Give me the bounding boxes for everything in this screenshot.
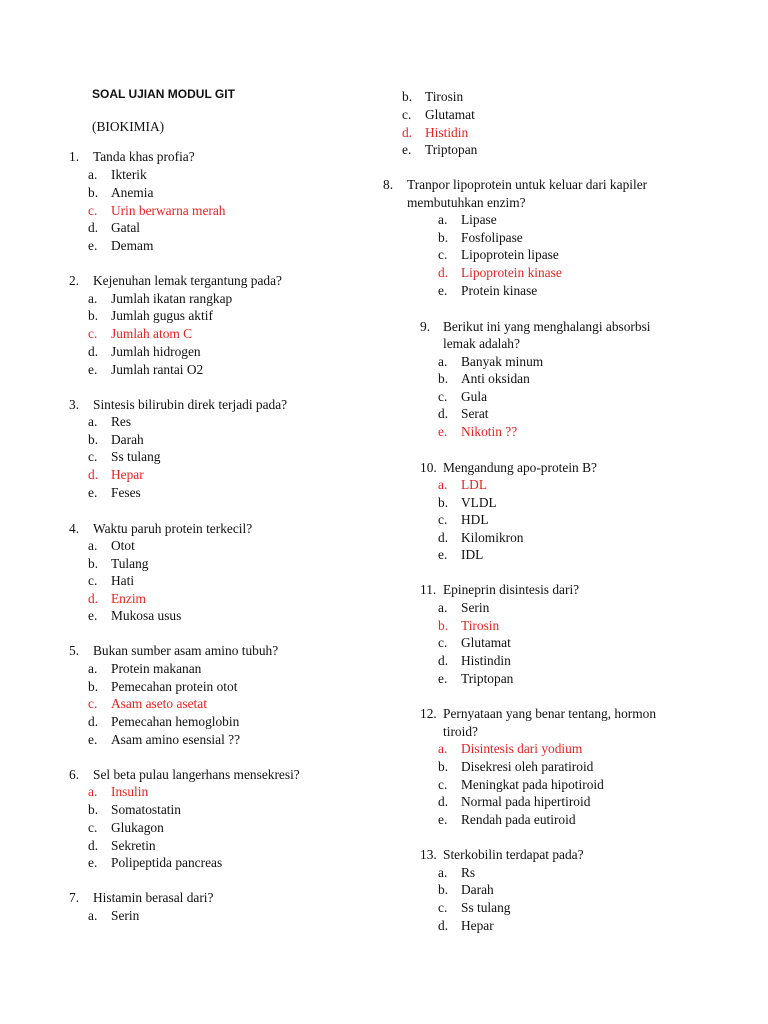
question-text: Bukan sumber asam amino tubuh? (93, 643, 279, 658)
question-text-continued: lemak adalah? (443, 336, 520, 351)
option-letter: b. (88, 556, 99, 571)
question-text-continued: membutuhkan enzim? (407, 195, 526, 210)
option-letter: b. (438, 882, 449, 897)
option-letter: b. (88, 802, 99, 817)
option-text: Disekresi oleh paratiroid (461, 759, 594, 774)
option-text: Protein kinase (461, 283, 538, 298)
document-subtitle: (BIOKIMIA) (92, 119, 165, 134)
option-letter: b. (438, 618, 449, 633)
question-text: Mengandung apo-protein B? (443, 460, 597, 475)
question-text-continued: tiroid? (443, 724, 478, 739)
option-text: Tirosin (461, 618, 500, 633)
option-letter: e. (88, 608, 98, 623)
option-letter: a. (88, 784, 98, 799)
option-text: VLDL (461, 495, 497, 510)
question-text: Histamin berasal dari? (93, 890, 214, 905)
question-text: Berikut ini yang menghalangi absorbsi (443, 319, 651, 334)
option-letter: d. (88, 591, 99, 606)
question-number: 4. (69, 521, 80, 536)
option-letter: c. (88, 203, 98, 218)
option-letter: b. (438, 230, 449, 245)
option-text: Otot (111, 538, 135, 553)
option-text: Urin berwarna merah (111, 203, 226, 218)
option-text: Histidin (425, 125, 469, 140)
option-letter: d. (438, 530, 449, 545)
option-letter: c. (438, 635, 448, 650)
option-text: Jumlah atom C (111, 326, 193, 341)
option-text: Polipeptida pancreas (111, 855, 223, 870)
option-letter: b. (438, 759, 449, 774)
option-text: Tulang (111, 556, 149, 571)
option-letter: e. (438, 547, 448, 562)
option-letter: a. (88, 291, 98, 306)
option-letter: e. (88, 855, 98, 870)
option-text: Darah (461, 882, 494, 897)
option-text: Rs (461, 865, 476, 880)
question-number: 9. (420, 319, 431, 334)
option-letter: a. (438, 741, 448, 756)
option-letter: e. (438, 812, 448, 827)
option-letter: d. (438, 406, 449, 421)
question-text: Waktu paruh protein terkecil? (93, 521, 253, 536)
question-text: Sterkobilin terdapat pada? (443, 847, 584, 862)
option-letter: a. (88, 908, 98, 923)
option-text: Res (111, 414, 132, 429)
question-number: 11. (420, 582, 437, 597)
option-letter: e. (88, 362, 98, 377)
option-letter: b. (438, 371, 449, 386)
question-text: Tanda khas profia? (93, 149, 195, 164)
option-letter: d. (88, 838, 99, 853)
question-text: Tranpor lipoprotein untuk keluar dari kapiler (407, 177, 648, 192)
option-text: Anti oksidan (461, 371, 530, 386)
option-text: Lipoprotein lipase (461, 247, 559, 262)
option-text: Rendah pada eutiroid (461, 812, 576, 827)
option-text: Feses (111, 485, 141, 500)
option-letter: c. (438, 389, 448, 404)
option-text: Nikotin ?? (461, 424, 518, 439)
option-letter: a. (88, 414, 98, 429)
option-letter: c. (402, 107, 412, 122)
question-number: 5. (69, 643, 80, 658)
option-text: Lipase (461, 212, 497, 227)
option-text: Serin (111, 908, 140, 923)
option-letter: b. (88, 679, 99, 694)
question-number: 12. (420, 706, 437, 721)
option-text: Protein makanan (111, 661, 202, 676)
option-letter: e. (402, 142, 412, 157)
option-letter: d. (438, 918, 449, 933)
question-number: 7. (69, 890, 80, 905)
option-text: Jumlah hidrogen (111, 344, 201, 359)
option-letter: b. (402, 89, 413, 104)
option-letter: d. (438, 794, 449, 809)
option-letter: b. (88, 308, 99, 323)
option-letter: a. (438, 865, 448, 880)
option-letter: b. (88, 432, 99, 447)
option-letter: c. (88, 449, 98, 464)
option-text: Triptopan (425, 142, 478, 157)
option-text: Normal pada hipertiroid (461, 794, 591, 809)
option-text: Ikterik (111, 167, 147, 182)
option-text: Meningkat pada hipotiroid (461, 777, 604, 792)
option-letter: d. (438, 653, 449, 668)
option-text: Enzim (111, 591, 146, 606)
option-text: Hepar (111, 467, 144, 482)
question-number: 13. (420, 847, 437, 862)
option-letter: c. (88, 696, 98, 711)
option-text: Ss tulang (111, 449, 161, 464)
option-letter: c. (438, 777, 448, 792)
option-letter: d. (438, 265, 449, 280)
option-letter: c. (438, 512, 448, 527)
option-text: Disintesis dari yodium (461, 741, 583, 756)
option-text: Darah (111, 432, 144, 447)
option-text: Anemia (111, 185, 154, 200)
option-letter: e. (88, 485, 98, 500)
option-letter: a. (438, 354, 448, 369)
option-text: Banyak minum (461, 354, 544, 369)
option-letter: e. (438, 424, 448, 439)
option-letter: d. (88, 220, 99, 235)
option-letter: a. (438, 600, 448, 615)
option-text: Asam amino esensial ?? (111, 732, 241, 747)
option-text: Lipoprotein kinase (461, 265, 562, 280)
option-letter: b. (88, 185, 99, 200)
option-text: Sekretin (111, 838, 156, 853)
option-letter: e. (438, 283, 448, 298)
option-letter: c. (88, 326, 98, 341)
option-text: Jumlah gugus aktif (111, 308, 213, 323)
option-letter: c. (438, 900, 448, 915)
option-text: Triptopan (461, 671, 514, 686)
option-text: Serat (461, 406, 489, 421)
question-text: Epineprin disintesis dari? (443, 582, 580, 597)
question-number: 1. (69, 149, 80, 164)
option-text: Glutamat (425, 107, 475, 122)
question-text: Sintesis bilirubin direk terjadi pada? (93, 397, 288, 412)
option-text: Hati (111, 573, 135, 588)
question-number: 8. (383, 177, 394, 192)
option-letter: a. (88, 661, 98, 676)
question-text: Pernyataan yang benar tentang, hormon (443, 706, 657, 721)
option-text: Serin (461, 600, 490, 615)
question-text: Kejenuhan lemak tergantung pada? (93, 273, 283, 288)
question-number: 6. (69, 767, 80, 782)
option-letter: e. (88, 238, 98, 253)
option-text: LDL (461, 477, 488, 492)
option-text: Hepar (461, 918, 494, 933)
option-text: HDL (461, 512, 489, 527)
option-text: Insulin (111, 784, 149, 799)
option-text: Ss tulang (461, 900, 511, 915)
option-letter: d. (88, 467, 99, 482)
option-letter: d. (88, 344, 99, 359)
option-letter: d. (402, 125, 413, 140)
option-letter: e. (88, 732, 98, 747)
option-letter: d. (88, 714, 99, 729)
option-letter: a. (88, 167, 98, 182)
option-text: Kilomikron (461, 530, 524, 545)
option-text: IDL (461, 547, 484, 562)
option-text: Glukagon (111, 820, 164, 835)
option-text: Jumlah rantai O2 (111, 362, 204, 377)
option-text: Pemecahan protein otot (111, 679, 238, 694)
option-text: Asam aseto asetat (111, 696, 207, 711)
option-text: Demam (111, 238, 154, 253)
option-letter: b. (438, 495, 449, 510)
question-number: 3. (69, 397, 80, 412)
option-text: Fosfolipase (461, 230, 523, 245)
option-letter: c. (88, 820, 98, 835)
question-number: 2. (69, 273, 80, 288)
question-number: 10. (420, 460, 437, 475)
option-text: Mukosa usus (111, 608, 182, 623)
option-letter: a. (438, 477, 448, 492)
option-text: Gatal (111, 220, 140, 235)
option-text: Histindin (461, 653, 511, 668)
option-text: Tirosin (425, 89, 464, 104)
option-text: Somatostatin (111, 802, 181, 817)
option-text: Pemecahan hemoglobin (111, 714, 240, 729)
option-text: Glutamat (461, 635, 511, 650)
option-text: Gula (461, 389, 488, 404)
option-letter: a. (438, 212, 448, 227)
option-text: Jumlah ikatan rangkap (111, 291, 233, 306)
option-letter: c. (438, 247, 448, 262)
option-letter: c. (88, 573, 98, 588)
option-letter: e. (438, 671, 448, 686)
option-letter: a. (88, 538, 98, 553)
document-title: SOAL UJIAN MODUL GIT (92, 87, 235, 101)
question-text: Sel beta pulau langerhans mensekresi? (93, 767, 300, 782)
